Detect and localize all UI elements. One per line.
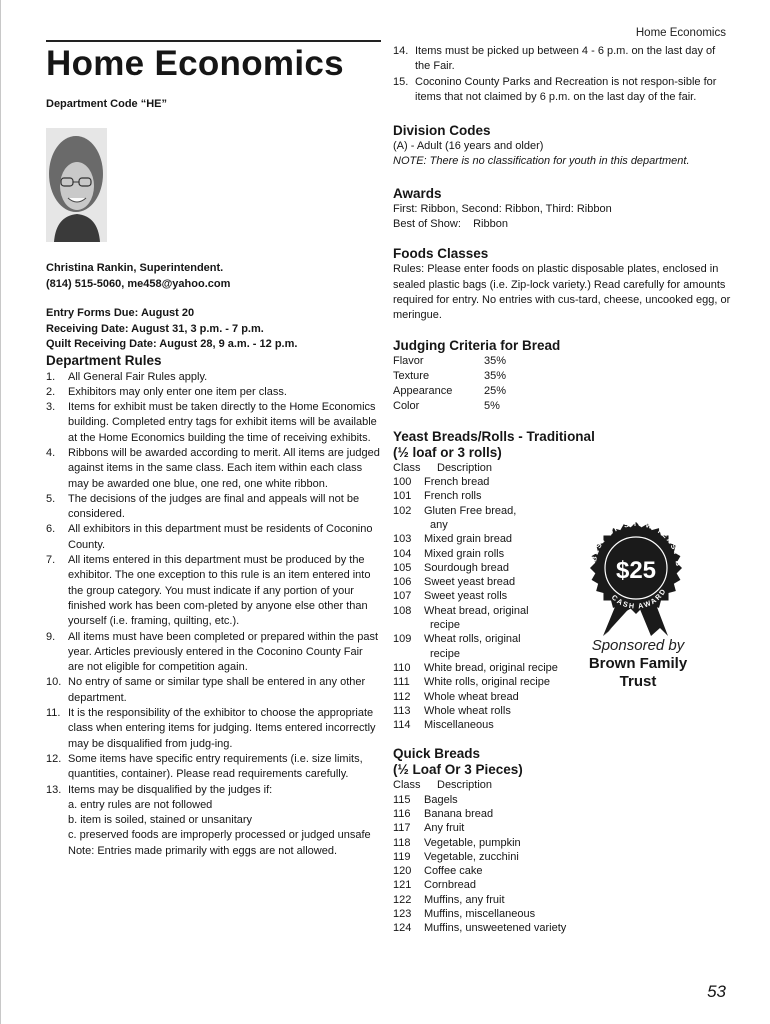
- class-row: 110 White bread, original recipe: [393, 661, 558, 674]
- class-row: 113 Whole wheat rolls: [393, 704, 511, 717]
- rule-item: 10. No entry of same or similar type shall be entered in any other department.: [46, 676, 366, 704]
- criteria-row: Color 5%: [393, 400, 500, 413]
- page-edge-line: [0, 0, 1, 1024]
- contact-phone-email: (814) 515-5060, me458@yahoo.com: [46, 278, 231, 290]
- division-code-line: (A) - Adult (16 years and older): [393, 140, 544, 153]
- rule-item: 7. All items entered in this department must be produced by the exhibitor. The one exception to this rule is an item entered into the group category. You must indicate if any portion of your finished work has been com-pleted by anyone else other than yourself (i.e. framing, quilting, etc.).: [46, 554, 371, 628]
- class-row-continued: recipe: [430, 647, 460, 660]
- class-row: 115 Bagels: [393, 793, 458, 806]
- class-row: 108 Wheat bread, original: [393, 604, 529, 617]
- class-row: 122 Muffins, any fruit: [393, 893, 505, 906]
- portrait-image: [46, 128, 107, 242]
- sponsor-name-line1: Brown Family: [588, 655, 688, 672]
- quilt-receiving-date: Quilt Receiving Date: August 28, 9 a.m. - 12 p.m.: [46, 338, 298, 350]
- rule-item: 3. Items for exhibit must be taken directly to the Home Economics building. Completed entry tags for exhibit items will be available at the Home Economics building the time of receiving exhibits.: [46, 401, 377, 444]
- class-row: 114 Miscellaneous: [393, 719, 494, 732]
- superintendent-name: Christina Rankin, Superintendent.: [46, 262, 224, 274]
- right-column: [393, 44, 733, 936]
- rule-item: 4. Ribbons will be awarded according to merit. All items are judged against items in the same class. Each item within each class may be awarded one blue, one red, one white ribbon.: [46, 446, 380, 490]
- class-row: 102 Gluten Free bread,: [393, 504, 517, 517]
- contact-block: [46, 260, 381, 292]
- foods-classes-heading: Foods Classes: [393, 246, 489, 262]
- class-header-row: Class Description: [393, 461, 493, 474]
- class-row: 116 Banana bread: [393, 807, 494, 820]
- rule-item: 12. Some items have specific entry requirements (i.e. size limits, quantities, container). Please read requirements carefully.: [46, 752, 363, 781]
- rules-list-continued: [393, 44, 733, 105]
- department-rules-heading: Department Rules: [46, 352, 162, 368]
- department-code: Department Code “HE”: [46, 98, 168, 110]
- class-row: 124 Muffins, unsweetened variety: [393, 922, 567, 935]
- foods-classes-rules: Rules: Please enter foods on plastic disposable plates, enclosed in sealed plastic bags (i.e. Zip-lock variety.) Read carefully for amounts required for entry. No entries with cus-tard, cheese, uncooked egg, or meringue.: [393, 263, 731, 322]
- class-row: 120 Coffee cake: [393, 865, 483, 878]
- rule-note: Note: Entries made primarily with eggs are not allowed.: [68, 844, 338, 857]
- rule-item: 14. Items must be picked up between 4 - 6 p.m. on the last day of the Fair.: [393, 45, 716, 73]
- page-title: Home Economics: [46, 40, 381, 86]
- left-column: [46, 40, 381, 859]
- class-row: 112 Whole wheat bread: [393, 690, 519, 703]
- rule-item: 5. The decisions of the judges are final and appeals will not be considered.: [46, 492, 360, 521]
- quick-class-list: [393, 778, 733, 935]
- sponsor-name-line2: Trust: [619, 672, 657, 690]
- rule-sub-item: a. entry rules are not followed: [68, 798, 213, 811]
- quick-breads-subheading: (½ Loaf Or 3 Pieces): [393, 762, 523, 778]
- criteria-row: Texture 35%: [393, 369, 507, 382]
- class-row: 107 Sweet yeast rolls: [393, 590, 508, 603]
- class-row: 121 Cornbread: [393, 879, 476, 892]
- judging-criteria-list: [393, 354, 733, 415]
- class-row-continued: recipe: [430, 619, 460, 632]
- rule-item: 1. All General Fair Rules apply.: [46, 370, 208, 383]
- cash-award-badge: [580, 516, 692, 643]
- yeast-breads-heading: Yeast Breads/Rolls - Traditional: [393, 428, 595, 444]
- superintendent-photo: [46, 128, 107, 242]
- rule-item: 9. All items must have been completed or prepared within the past year. Articles previously entered in the Coconino County Fair are not eligible for competition again.: [46, 630, 378, 674]
- rule-sub-item: b. item is soiled, stained or unsanitary: [68, 814, 253, 827]
- sponsor-label: Sponsored by: [591, 637, 685, 654]
- running-head: Home Economics: [635, 27, 726, 39]
- rule-item: 11. It is the responsibility of the exhibitor to choose the appropriate class when entering items for judging. Items entered incorrectly may be disqualified from judg-ing.: [46, 707, 376, 750]
- division-note: NOTE: There is no classification for youth in this department.: [393, 155, 690, 168]
- yeast-breads-subheading: (½ loaf or 3 rolls): [393, 444, 502, 460]
- badge-top-text: BEST OF SHOW YEAST B: [589, 518, 684, 568]
- class-row: 101 French rolls: [393, 490, 482, 503]
- best-of-show-line: Best of Show: Ribbon: [393, 218, 508, 231]
- class-row: 105 Sourdough bread: [393, 561, 510, 574]
- quick-breads-heading: Quick Breads: [393, 746, 481, 762]
- dates-block: [46, 306, 381, 353]
- receiving-date: Receiving Date: August 31, 3 p.m. - 7 p.m.: [46, 322, 264, 335]
- rule-item: 6. All exhibitors in this department must be residents of Coconino County.: [46, 523, 373, 551]
- criteria-row: Appearance 25%: [393, 385, 507, 398]
- badge-bottom-text: CASH AWARD: [609, 586, 669, 611]
- class-row: 103 Mixed grain bread: [393, 533, 513, 546]
- rule-item: 15. Coconino County Parks and Recreation is not respon-sible for items that not claimed by 6 p.m. on the last day of the fair.: [393, 75, 717, 103]
- badge-amount: $25: [615, 557, 657, 584]
- rosette-icon: [580, 516, 692, 638]
- class-row: 104 Mixed grain rolls: [393, 547, 505, 560]
- class-header-row: Class Description: [393, 779, 493, 792]
- class-row-continued: any: [430, 518, 448, 531]
- judging-criteria-heading: Judging Criteria for Bread: [393, 337, 561, 353]
- class-row: 123 Muffins, miscellaneous: [393, 908, 536, 921]
- sponsor-block: [566, 637, 710, 690]
- page-number: 53: [707, 982, 726, 1001]
- awards-heading: Awards: [393, 185, 442, 201]
- division-codes-heading: Division Codes: [393, 123, 491, 139]
- class-row: 117 Any fruit: [393, 822, 465, 835]
- rule-item: 13. Items may be disqualified by the judges if: a. entry rules are not followed b. item is soiled, stained or unsanitary c. preserved foods are improperly processed or judged unsafe Note: Entries made primarily with eggs are not allowed.: [46, 783, 381, 859]
- class-row: 109 Wheat rolls, original: [393, 633, 521, 646]
- rule-item: 2. Exhibitors may only enter one item per class.: [46, 385, 287, 398]
- rule-sub-item: c. preserved foods are improperly processed or judged unsafe: [68, 829, 371, 842]
- rules-list: [46, 370, 381, 860]
- criteria-row: Flavor 35%: [393, 354, 507, 367]
- class-row: 111 White rolls, original recipe: [393, 676, 550, 689]
- class-row: 118 Vegetable, pumpkin: [393, 836, 521, 849]
- entry-forms-due: Entry Forms Due: August 20: [46, 307, 195, 319]
- class-row: 119 Vegetable, zucchini: [393, 850, 519, 863]
- awards-line: First: Ribbon, Second: Ribbon, Third: Ribbon: [393, 202, 612, 215]
- class-row: 106 Sweet yeast bread: [393, 576, 516, 589]
- class-row: 100 French bread: [393, 476, 490, 489]
